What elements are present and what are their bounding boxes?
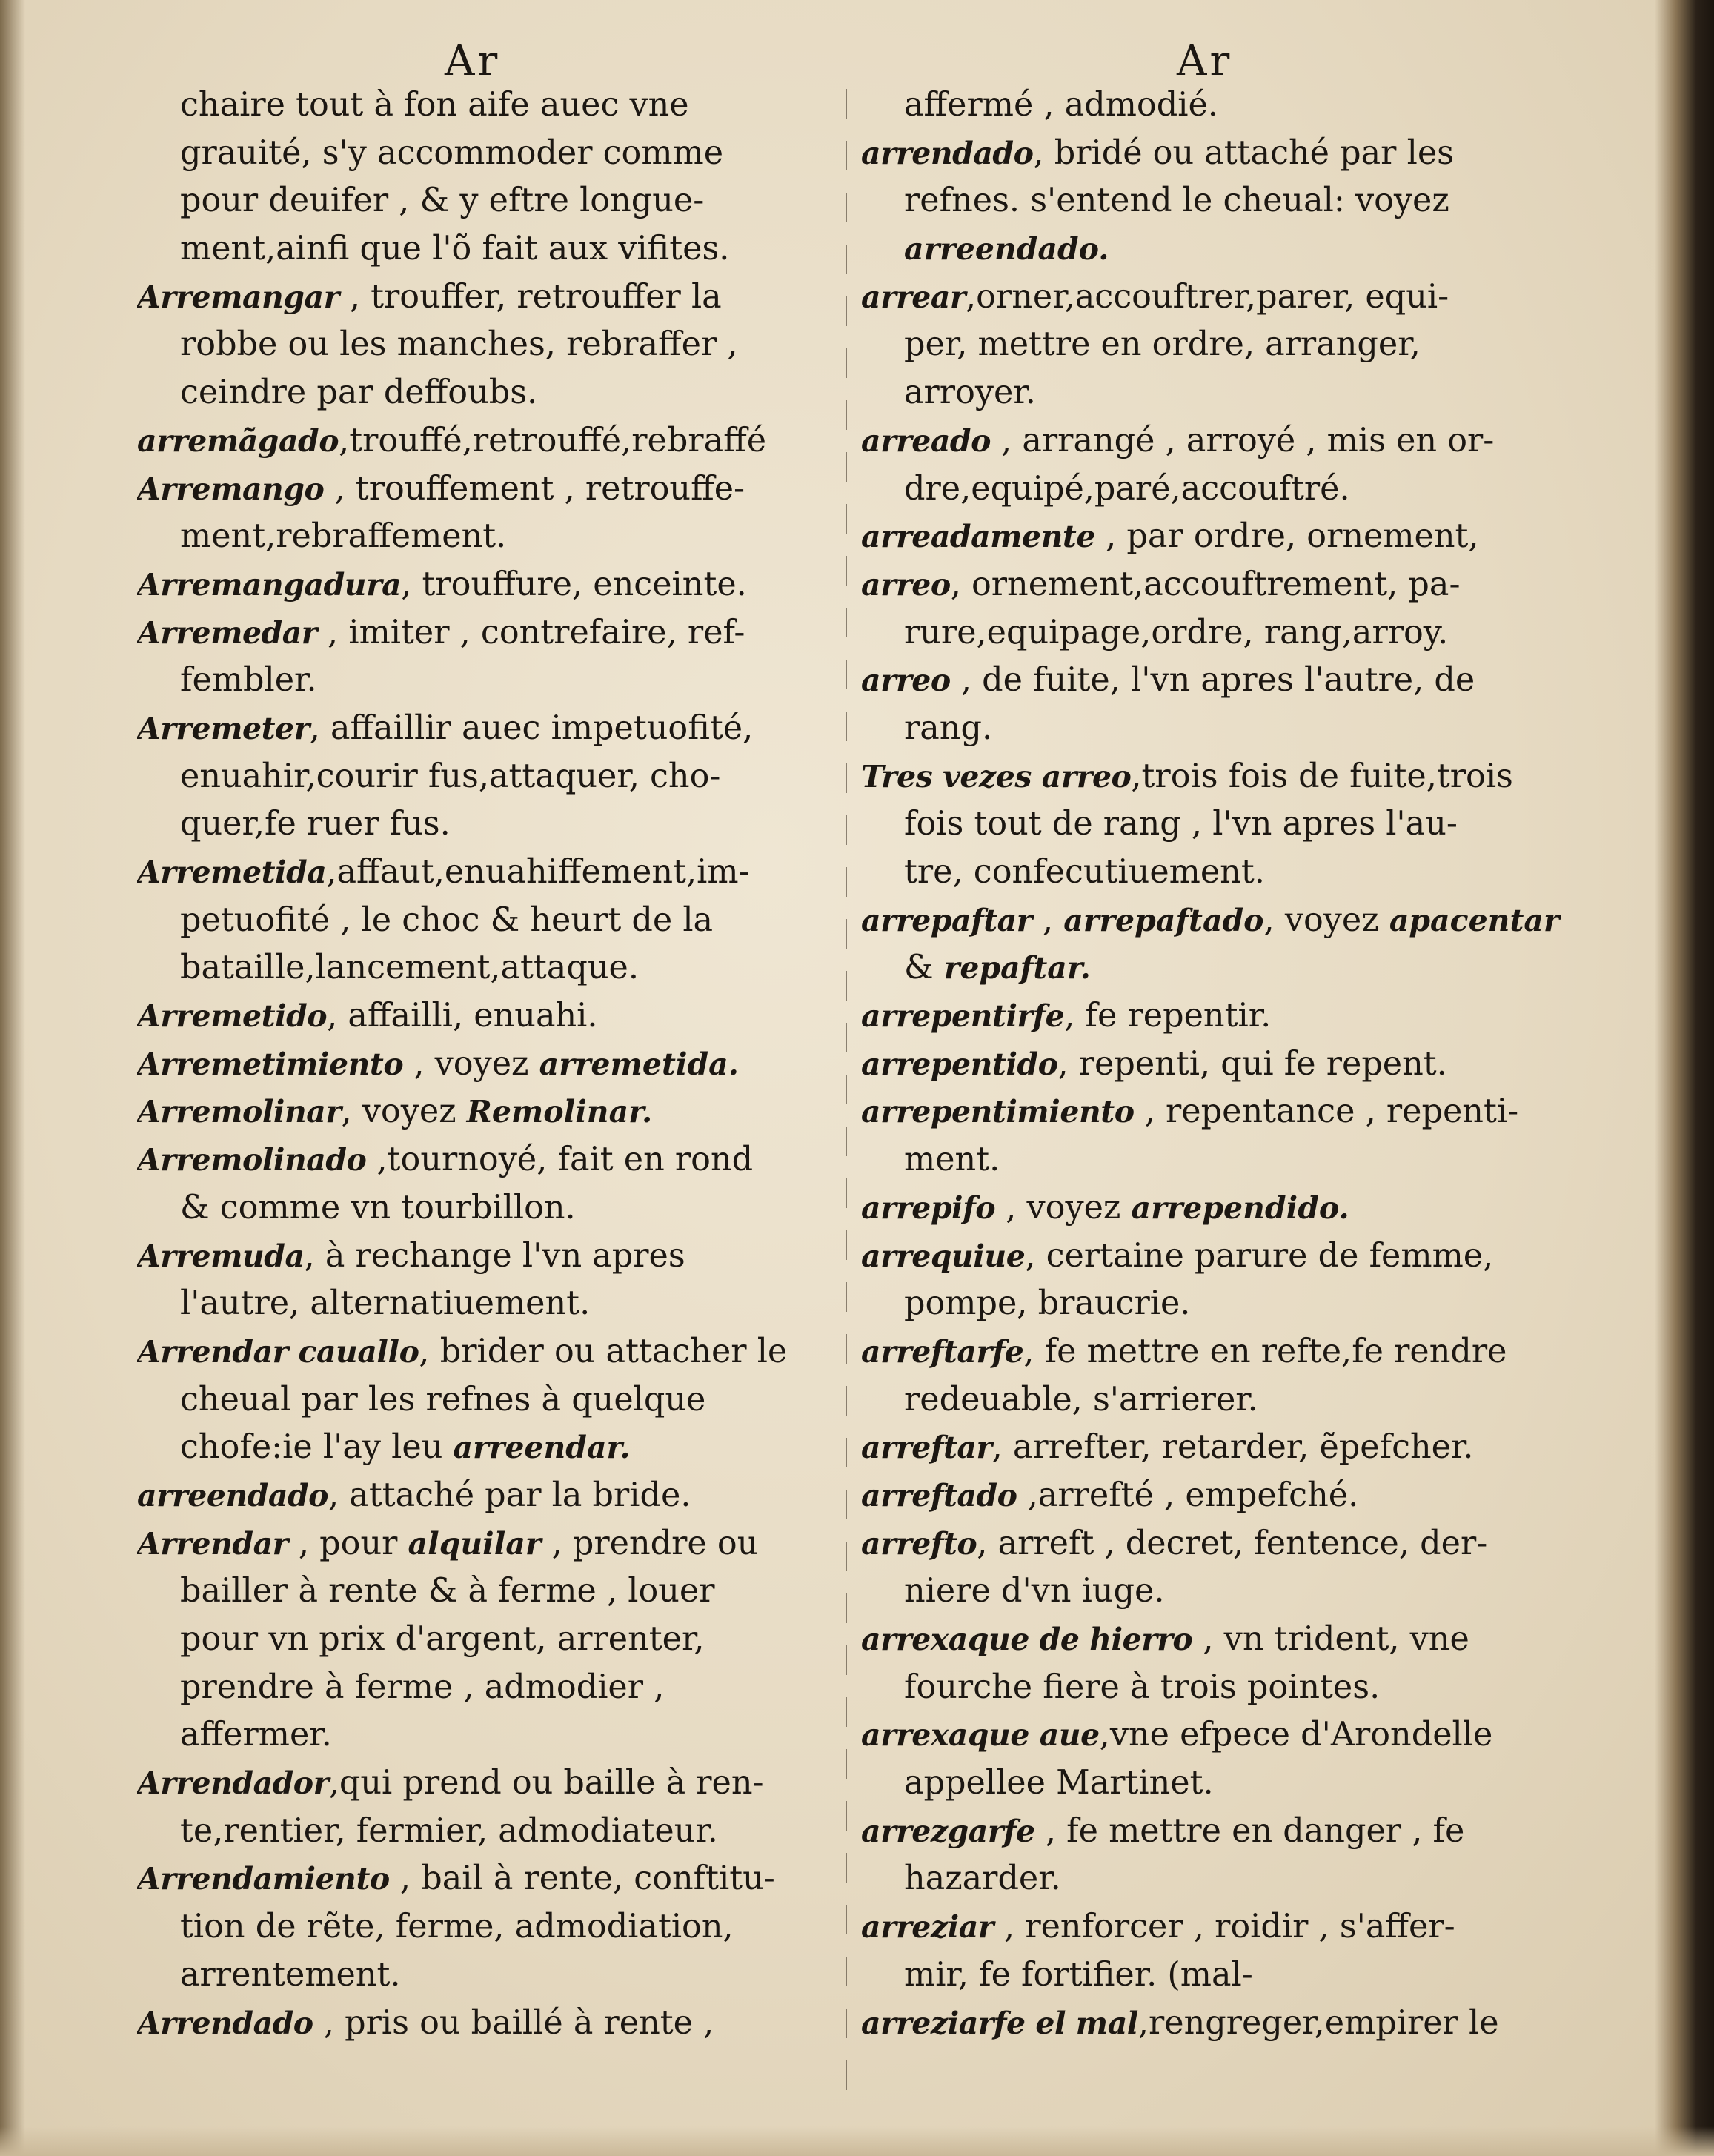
entry-line	[861, 897, 1572, 945]
headword: arrepifo	[861, 1190, 996, 1226]
entry-line	[861, 417, 1572, 465]
headword: Arrendado	[137, 2005, 313, 2041]
cross-reference: arrependido.	[1131, 1190, 1349, 1226]
dictionary-entry	[137, 1759, 834, 1855]
definition-text: niere d'vn iuge.	[904, 1572, 1165, 1611]
entry-line	[861, 1903, 1572, 1951]
definition-text: dre,equipé,paré,accouftré.	[904, 469, 1350, 508]
headword: Arrendar cauallo	[137, 1333, 419, 1370]
definition-text: , par ordre, ornement,	[1094, 517, 1479, 556]
entry-line	[861, 561, 1572, 609]
headword: arreo	[861, 663, 951, 699]
headword: arreftado	[861, 1477, 1017, 1513]
headword: arrepentimiento	[861, 1094, 1135, 1130]
definition-text: ,tournoyé, fait en rond	[366, 1141, 754, 1179]
entry-line	[137, 465, 834, 514]
definition-text: mir, fe fortifier. (mal-	[904, 1955, 1253, 1994]
definition-text: appellee Martinet.	[904, 1764, 1214, 1802]
dictionary-entry	[137, 417, 834, 465]
entry-line	[861, 1233, 1572, 1281]
dictionary-entry	[861, 1088, 1572, 1184]
book-spine-gutter	[1655, 0, 1714, 2156]
entry-line	[861, 1088, 1572, 1136]
headword: Arremetida	[137, 855, 327, 890]
right-column	[861, 82, 1572, 2047]
headword: Arremuda	[137, 1238, 305, 1274]
dictionary-entry	[137, 1855, 834, 1999]
headword: arrear	[861, 279, 966, 315]
entry-line	[137, 2000, 834, 2048]
dictionary-entry	[137, 1136, 834, 1232]
definition-text: redeuable, s'arrierer.	[904, 1380, 1258, 1419]
entry-line	[137, 513, 834, 561]
entry-line	[137, 1376, 834, 1424]
headword: Arrendar	[137, 1525, 288, 1562]
column-divider	[846, 89, 847, 2090]
headword: arreftar	[861, 1430, 992, 1466]
definition-text: petuofité , le choc & heurt de la	[180, 900, 714, 939]
entry-line	[861, 800, 1572, 849]
definition-text: tion de rẽte, ferme, admodiation,	[180, 1908, 734, 1946]
dictionary-entry	[861, 657, 1572, 752]
headword: arreo	[861, 566, 951, 603]
dictionary-entry	[861, 1616, 1572, 1711]
dictionary-entry	[137, 609, 834, 705]
running-head-right: Ar	[1177, 37, 1233, 85]
definition-text: affermer.	[180, 1716, 332, 1754]
entry-line	[137, 1759, 834, 1808]
entry-line	[137, 1184, 834, 1233]
definition-text: , voyez	[403, 1044, 539, 1083]
cross-reference: arreendar.	[453, 1430, 631, 1466]
definition-text: bataille,lancement,attaque.	[180, 949, 639, 987]
entry-line	[137, 944, 834, 992]
entry-line	[861, 1664, 1572, 1712]
definition-text: , pris ou baillé à rente ,	[313, 2003, 714, 2042]
entry-line	[137, 1041, 834, 1089]
entry-line	[137, 753, 834, 801]
entry-line	[137, 1328, 834, 1376]
definition-text: & comme vn tourbillon.	[180, 1188, 576, 1227]
entry-line	[861, 705, 1572, 753]
left-column	[137, 82, 834, 2047]
entry-line	[861, 1328, 1572, 1376]
entry-line	[861, 849, 1572, 897]
cross-reference: Remolinar.	[466, 1094, 653, 1130]
definition-text: fois tout de rang , l'vn apres l'au-	[904, 805, 1458, 843]
headword: Arremolinado	[137, 1142, 367, 1178]
definition-text: , affaillir auec impetuofité,	[309, 709, 754, 747]
page-bottom-edge	[0, 2126, 1714, 2156]
entry-line	[137, 417, 834, 465]
definition-text: rang.	[904, 709, 993, 747]
headword: arreziarfe el mal	[861, 2005, 1138, 2041]
dictionary-entry	[861, 897, 1572, 992]
definition-text: , arrangé , arroyé , mis en or-	[990, 421, 1495, 460]
entry-line	[137, 1233, 834, 1281]
entry-line	[137, 800, 834, 849]
definition-text: , trouffure, enceinte.	[401, 565, 747, 603]
entry-line	[861, 944, 1572, 992]
dictionary-entry	[137, 1520, 834, 1759]
definition-text: pour deuifer , & y eftre longue-	[180, 182, 705, 220]
definition-text: , à rechange l'vn apres	[304, 1236, 685, 1275]
dictionary-entry	[137, 1233, 834, 1328]
entry-line	[861, 1472, 1572, 1520]
definition-text: ,	[1032, 900, 1064, 939]
entry-line	[137, 1855, 834, 1903]
entry-line	[861, 1184, 1572, 1233]
entry-line	[861, 657, 1572, 705]
entry-line	[861, 992, 1572, 1041]
definition-text: ,trois fois de fuite,trois	[1131, 757, 1513, 795]
headword: arrequiue	[861, 1238, 1026, 1274]
definition-text: , imiter , contrefaire, ref-	[316, 613, 745, 651]
headword: arreado	[861, 422, 991, 459]
entry-line	[137, 369, 834, 417]
definition-text: ,rengreger,empirer le	[1137, 2003, 1499, 2042]
entry-line	[137, 849, 834, 897]
definition-text: affermé , admodié.	[904, 86, 1218, 124]
entry-line	[861, 1711, 1572, 1759]
definition-text: chaire tout à fon aife auec vne	[180, 86, 689, 124]
dictionary-entry	[137, 1041, 834, 1089]
dictionary-entry	[137, 273, 834, 417]
entry-line	[861, 225, 1572, 273]
headword: Arremangar	[137, 279, 339, 315]
headword: arrendado	[861, 135, 1034, 171]
entry-line	[137, 1808, 834, 1856]
entry-line	[137, 1280, 834, 1328]
entry-line	[861, 1041, 1572, 1089]
entry-line	[137, 321, 834, 369]
definition-text: , pour	[288, 1524, 408, 1562]
headword: arreendado	[137, 1477, 328, 1513]
dictionary-entry	[861, 1472, 1572, 1520]
definition-text: , certaine parure de femme,	[1025, 1236, 1494, 1275]
entry-line	[137, 657, 834, 705]
headword: arreadamente	[861, 519, 1095, 555]
entry-line	[861, 753, 1572, 801]
entry-line	[861, 1616, 1572, 1664]
dictionary-entry	[861, 1808, 1572, 1903]
definition-text: , bridé ou attaché par les	[1033, 133, 1454, 172]
dictionary-entry	[137, 1088, 834, 1136]
dictionary-entry	[137, 705, 834, 849]
definition-text: grauité, s'y accommoder comme	[180, 133, 724, 172]
headword: Arrendamiento	[137, 1861, 390, 1897]
definition-text: fourche fiere à trois pointes.	[904, 1668, 1381, 1706]
cross-reference: arremetida.	[539, 1046, 739, 1082]
dictionary-entry	[861, 1184, 1572, 1233]
entry-line	[861, 1424, 1572, 1472]
entry-line	[861, 177, 1572, 225]
cross-reference: repaftar.	[943, 950, 1091, 986]
dictionary-entry	[137, 992, 834, 1041]
definition-text: ,affaut,enuahiffement,im-	[326, 853, 750, 891]
definition-text: ,trouffé,retrouffé,rebraffé	[339, 421, 767, 460]
entry-line	[861, 1520, 1572, 1568]
definition-text: , arrefter, retarder, ẽpefcher.	[991, 1428, 1474, 1467]
definition-text: , vn trident, vne	[1192, 1620, 1469, 1658]
definition-text: , de fuite, l'vn apres l'autre, de	[950, 661, 1475, 700]
cross-reference: arreendado.	[904, 231, 1109, 268]
entry-line	[861, 1136, 1572, 1184]
definition-text: ceindre par deffoubs.	[180, 374, 538, 412]
entry-line	[861, 1376, 1572, 1424]
definition-text: , trouffement , retrouffe-	[324, 469, 745, 508]
definition-text: fembler.	[180, 661, 317, 700]
definition-text: hazarder.	[904, 1860, 1061, 1898]
definition-text: arroyer.	[904, 374, 1036, 412]
entry-line	[137, 1568, 834, 1616]
dictionary-entry	[861, 992, 1572, 1041]
headword: arrepentirfe	[861, 998, 1065, 1035]
entry-line	[137, 897, 834, 945]
cross-reference: arrepaftado	[1063, 902, 1264, 938]
definition-text: , bail à rente, conftitu-	[389, 1860, 775, 1898]
entry-line	[861, 1808, 1572, 1856]
headword: Arremolinar	[137, 1094, 342, 1130]
dictionary-entry	[861, 753, 1572, 897]
cross-reference: alquilar	[408, 1525, 542, 1562]
definition-text: ment,rebraffement.	[180, 517, 507, 556]
entry-line	[137, 82, 834, 130]
dictionary-entry	[137, 561, 834, 609]
headword: Arremetido	[137, 998, 328, 1035]
definition-text: , voyez	[1263, 900, 1389, 939]
definition-text: ,qui prend ou baille à ren-	[328, 1764, 764, 1802]
dictionary-entry	[861, 273, 1572, 417]
headword: Arremedar	[137, 614, 317, 651]
definition-text: , ornement,accouftrement, pa-	[950, 565, 1461, 603]
definition-text: , arreft , decret, fentence, der-	[977, 1524, 1488, 1562]
headword: arrezgarfe	[861, 1813, 1035, 1849]
definition-text: cheual par les refnes à quelque	[180, 1380, 706, 1419]
page-left-edge-shadow	[0, 0, 25, 2156]
entry-line	[137, 1472, 834, 1520]
entry-line	[861, 273, 1572, 322]
entry-line	[137, 992, 834, 1041]
definition-text: chofe:ie l'ay leu	[180, 1428, 454, 1467]
headword: Tres vezes arreo	[861, 758, 1132, 795]
entry-line	[137, 561, 834, 609]
entry-line	[137, 705, 834, 753]
dictionary-entry	[137, 1472, 834, 1520]
entry-line	[861, 369, 1572, 417]
entry-line	[137, 1424, 834, 1472]
definition-text: , repentance , repenti-	[1134, 1092, 1519, 1131]
definition-text: , voyez	[995, 1188, 1132, 1227]
definition-text: bailler à rente & à ferme , louer	[180, 1572, 715, 1611]
definition-text: pour vn prix d'argent, arrenter,	[180, 1620, 705, 1658]
dictionary-entry	[137, 2000, 834, 2048]
dictionary-entry	[137, 465, 834, 561]
definition-text: rure,equipage,ordre, rang,arroy.	[904, 613, 1449, 651]
entry-line	[861, 82, 1572, 130]
headword: arrefto	[861, 1525, 977, 1562]
entry-line	[861, 130, 1572, 178]
cross-reference: apacentar	[1389, 902, 1560, 938]
headword: Arremetimiento	[137, 1046, 404, 1082]
definition-text: ,vne efpece d'Arondelle	[1099, 1716, 1493, 1754]
entry-line	[137, 1616, 834, 1664]
definition-text: , renforcer , roidir , s'affer-	[993, 1908, 1455, 1946]
entry-line	[137, 1951, 834, 2000]
dictionary-entry	[861, 1903, 1572, 1999]
dictionary-entry	[861, 561, 1572, 657]
entry-line	[137, 1088, 834, 1136]
entry-line	[861, 2000, 1572, 2048]
dictionary-entry	[861, 1233, 1572, 1328]
dictionary-entry	[861, 1711, 1572, 1807]
entry-line	[861, 513, 1572, 561]
headword: arrexaque aue	[861, 1717, 1100, 1754]
dictionary-entry	[137, 82, 834, 273]
dictionary-entry	[861, 130, 1572, 273]
entry-line	[861, 465, 1572, 514]
entry-line	[137, 1664, 834, 1712]
definition-text: , voyez	[341, 1092, 467, 1131]
headword: arremãgado	[137, 422, 339, 459]
entry-line	[137, 273, 834, 322]
dictionary-entry	[861, 513, 1572, 561]
headword: Arrendador	[137, 1765, 329, 1802]
definition-text: ,orner,accouftrer,parer, equi-	[966, 277, 1449, 316]
entry-line	[861, 1568, 1572, 1616]
definition-text: , trouffer, retrouffer la	[339, 277, 722, 316]
headword: arrepentido	[861, 1046, 1058, 1082]
headword: Arremeter	[137, 710, 310, 746]
entry-line	[137, 1903, 834, 1951]
dictionary-entry	[861, 82, 1572, 130]
entry-line	[861, 321, 1572, 369]
definition-text: quer,fe ruer fus.	[180, 805, 451, 843]
definition-text: robbe ou les manches, rebraffer ,	[180, 325, 738, 364]
entry-line	[861, 1280, 1572, 1328]
entry-line	[137, 225, 834, 273]
definition-text: ment,ainfi que l'õ fait aux vifites.	[180, 230, 730, 268]
definition-text: , affailli, enuahi.	[327, 997, 598, 1035]
definition-text: , attaché par la bride.	[328, 1476, 691, 1514]
headword: Arremango	[137, 471, 325, 507]
definition-text: pompe, braucrie.	[904, 1284, 1191, 1323]
definition-text: , fe mettre en danger , fe	[1034, 1811, 1465, 1850]
headword: Arremangadura	[137, 566, 402, 603]
dictionary-entry	[861, 2000, 1572, 2048]
definition-text: te,rentier, fermier, admodiateur.	[180, 1811, 718, 1850]
entry-line	[861, 1951, 1572, 2000]
definition-text: , fe repentir.	[1064, 997, 1272, 1035]
dictionary-entry	[137, 849, 834, 992]
entry-line	[137, 1136, 834, 1184]
entry-line	[137, 609, 834, 657]
dictionary-entry	[861, 1424, 1572, 1472]
dictionary-entry	[137, 1328, 834, 1472]
entry-line	[861, 1759, 1572, 1808]
entry-line	[137, 177, 834, 225]
entry-line	[861, 609, 1572, 657]
entry-line	[137, 130, 834, 178]
definition-text: prendre à ferme , admodier ,	[180, 1668, 665, 1706]
entry-line	[137, 1711, 834, 1759]
definition-text: , fe mettre en refte,fe rendre	[1023, 1332, 1507, 1370]
headword: arrexaque de hierro	[861, 1622, 1193, 1657]
dictionary-entry	[861, 1041, 1572, 1089]
definition-text: tre, confecutiuement.	[904, 853, 1265, 891]
dictionary-entry	[861, 1520, 1572, 1616]
dictionary-entry	[861, 1328, 1572, 1424]
dictionary-entry	[861, 417, 1572, 513]
headword: arrepaftar	[861, 902, 1032, 938]
entry-line	[137, 1520, 834, 1568]
running-head-left: Ar	[445, 37, 501, 85]
headword: arreziar	[861, 1909, 994, 1946]
definition-text: ment.	[904, 1141, 1000, 1179]
headword: arreftarfe	[861, 1333, 1024, 1370]
definition-text: per, mettre en ordre, arranger,	[904, 325, 1421, 364]
definition-text: l'autre, alternatiuement.	[180, 1284, 591, 1323]
definition-text: &	[904, 949, 944, 987]
definition-text: refnes. s'entend le cheual: voyez	[904, 182, 1449, 220]
definition-text: , prendre ou	[541, 1524, 759, 1562]
definition-text: , brider ou attacher le	[419, 1332, 788, 1370]
definition-text: arrentement.	[180, 1955, 401, 1994]
definition-text: ,arrefté , empefché.	[1017, 1476, 1359, 1514]
entry-line	[861, 1855, 1572, 1903]
definition-text: enuahir,courir fus,attaquer, cho-	[180, 757, 721, 795]
definition-text: , repenti, qui fe repent.	[1057, 1044, 1447, 1083]
